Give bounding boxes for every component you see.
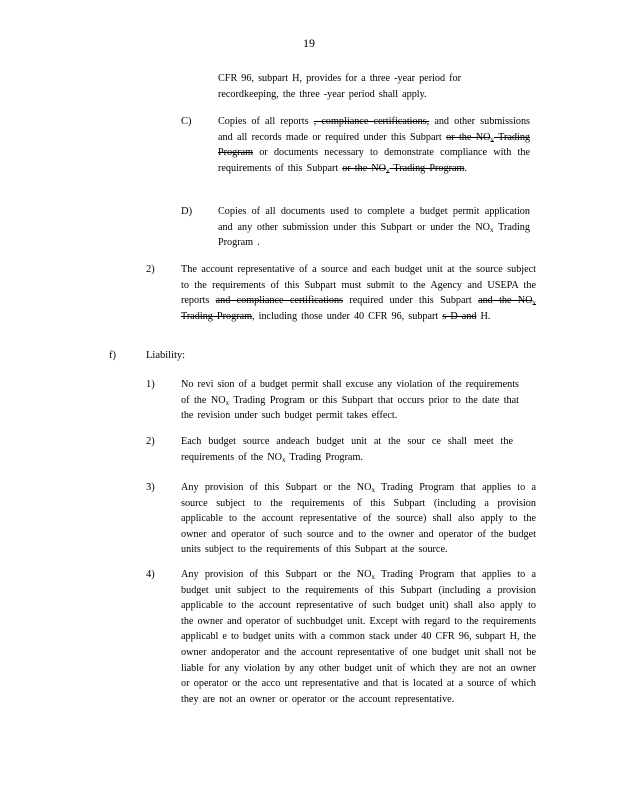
liability-3-sub: x <box>371 486 375 494</box>
item-2-strike-2-a: and the NO <box>478 295 533 307</box>
liability-1-sub: x <box>225 398 230 407</box>
item-d-text-1: Copies of all documents used to complete a budget permit application and any other submission under this Subpart or under the NO <box>218 206 530 233</box>
item-c-paragraph <box>218 114 530 176</box>
liability-3-text-2: Trading Program that applies to a source subject to the requirements of this Subpart (including a provision applicable to the account representative of the source) shall also apply to the owner and operator of such source and to the owner and operator of the budget units subject to the requirements of this Subpart at the source. <box>181 482 536 556</box>
liability-4-sub: x <box>371 573 375 581</box>
liability-1-label: 1) <box>146 379 155 390</box>
liability-2-label: 2) <box>146 436 155 447</box>
item-c-strike-2-a: or the NO <box>446 131 491 143</box>
liability-2-text-1: Each budget source andeach budget unit at the sour ce shall meet the requirements of the NO <box>181 436 513 463</box>
item-c-strike-3-sub: x <box>386 166 390 175</box>
item-c-strike-3 <box>342 163 464 174</box>
liability-2-paragraph <box>181 434 513 465</box>
item-d-sub: x <box>490 225 494 234</box>
item-2-text-3: , including those under 40 CFR 96, subpart <box>252 310 439 322</box>
page-number: 19 <box>303 36 315 50</box>
item-c-text-4: . <box>464 162 467 174</box>
item-c-strike-3-a: or the NO <box>342 162 387 174</box>
liability-3-paragraph <box>181 480 536 558</box>
liability-1-text-1: No revi sion of a budget permit shall excuse any violation of the requirements of the NO <box>181 379 519 406</box>
continuation-line-1: CFR 96, subpart H, provides for a three -year period for <box>218 73 462 84</box>
liability-3-text-1: Any provision of this Subpart or the NO <box>181 482 372 493</box>
liability-2-sub: x <box>281 455 286 464</box>
item-c-label: C) <box>181 116 192 127</box>
liability-3-label: 3) <box>146 482 155 493</box>
item-c-text-3: or documents necessary to demonstrate compliance with the requirements of this Subpart <box>218 147 530 174</box>
liability-1-paragraph <box>181 377 519 424</box>
item-c-strike-2-sub: x <box>490 135 494 144</box>
item-c-strike-2-c: Trading Program <box>218 131 531 159</box>
item-d-label: D) <box>181 206 193 217</box>
item-2-strike-3: s D and <box>442 310 477 322</box>
section-f-label: f) <box>109 350 116 361</box>
item-2-strike-2-c: Trading Program <box>181 310 253 322</box>
section-f-title: Liability: <box>146 350 186 361</box>
liability-4-label: 4) <box>146 569 155 580</box>
item-d-paragraph <box>218 204 530 251</box>
liability-2-text-2: Trading Program. <box>289 451 363 463</box>
item-2-label: 2) <box>146 264 155 275</box>
item-2-paragraph <box>181 262 536 324</box>
item-2-text-2: required under this Subpart <box>349 295 472 307</box>
item-2-strike-1: and compliance certifications <box>215 295 344 307</box>
item-2-text-4: H. <box>480 310 491 322</box>
item-c-text-1: Copies of all reports <box>218 116 309 127</box>
item-d-text-2: Trading Program . <box>218 221 530 249</box>
item-c-strike-3-c: Trading Program <box>393 162 465 174</box>
liability-4-paragraph <box>181 567 536 707</box>
item-2-text-1: The account representative of a source and each budget unit at the source subject to the requirements of this Subpart must submit to the Agency and USEPA the reports <box>181 264 536 307</box>
continuation-line-2: recordkeeping, the three -year period shall apply. <box>218 88 427 100</box>
continuation-paragraph <box>218 71 518 102</box>
liability-1-text-2: Trading Program or this Subpart that occurs prior to the date that the revision under such budget permit takes effect. <box>181 394 519 422</box>
item-2-strike-2-sub: x <box>532 299 537 308</box>
liability-4-text-2: Trading Program that applies to a budget unit subject to the requirements of this Subpart (including a provision applicable to the account representative of such budget unit) shall also apply to the owner and operator of suchbudget unit. Except with regard to the requirements applicabl e to budget units with a common stack under 40 CFR 96, subpart H, the owner andoperator and the account representative of one budget unit shall not be liable for any violation by any other budget unit of which they are not an owner or operator or the acco unt representative and that is located at a source of which they are not an owner or operator or the account representative. <box>181 569 536 705</box>
item-c-strike-1: , compliance certifications, <box>313 116 430 127</box>
liability-4-text-1: Any provision of this Subpart or the NO <box>181 569 372 580</box>
item-c-text-2: and other submissions and all records made or required under this Subpart <box>218 116 531 143</box>
